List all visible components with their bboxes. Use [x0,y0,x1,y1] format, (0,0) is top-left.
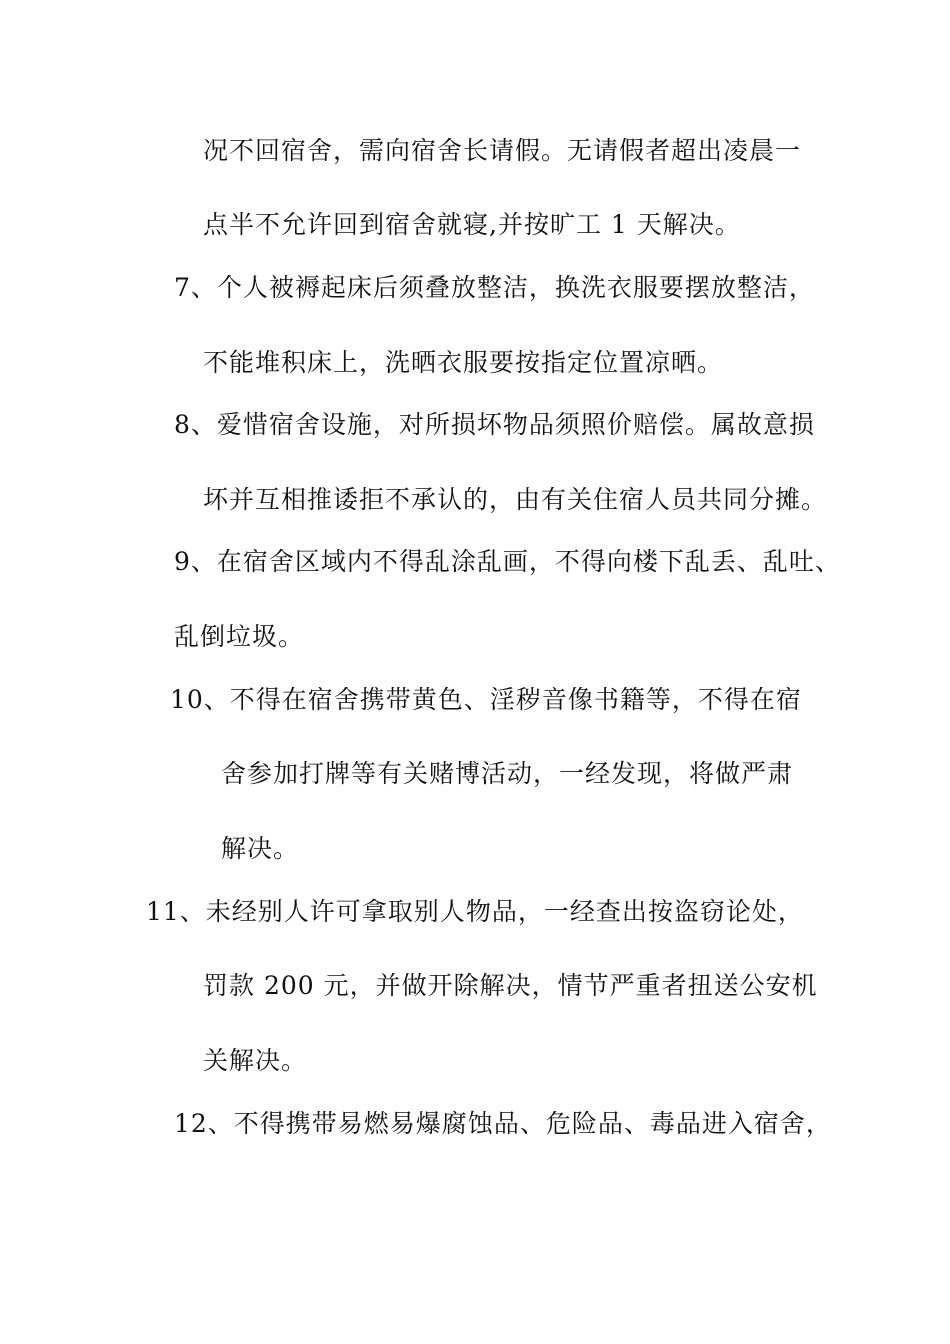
text-line: 9、在宿舍区域内不得乱涂乱画，不得向楼下乱丢、乱吐、 [174,547,841,576]
text-line: 8、爱惜宿舍设施，对所损坏物品须照价赔偿。属故意损 [174,410,815,439]
text-line: 罚款 200 元，并做开除解决，情节严重者扭送公安机 [203,971,818,1000]
text-line: 7、个人被褥起床后须叠放整洁，换洗衣服要摆放整洁， [174,273,815,302]
text-line: 乱倒垃圾。 [174,622,305,651]
text-line: 解决。 [221,834,300,863]
text-line: 10、不得在宿舍携带黄色、淫秽音像书籍等，不得在宿 [170,685,802,714]
text-line: 坏并互相推诿拒不承认的，由有关住宿人员共同分摊。 [203,485,828,514]
text-line: 12、不得携带易燃易爆腐蚀品、危险品、毒品进入宿舍， [174,1109,832,1138]
text-line: 不能堆积床上，洗晒衣服要按指定位置凉晒。 [203,348,724,377]
text-line: 11、未经别人许可拿取别人物品，一经查出按盗窃论处， [146,897,804,926]
text-line: 点半不允许回到宿舍就寝,并按旷工 1 天解决。 [203,210,741,239]
text-line: 关解决。 [203,1046,308,1075]
text-line: 舍参加打牌等有关赌博活动，一经发现，将做严肃 [221,759,794,788]
text-line: 况不回宿舍，需向宿舍长请假。无请假者超出凌晨一 [203,136,802,165]
